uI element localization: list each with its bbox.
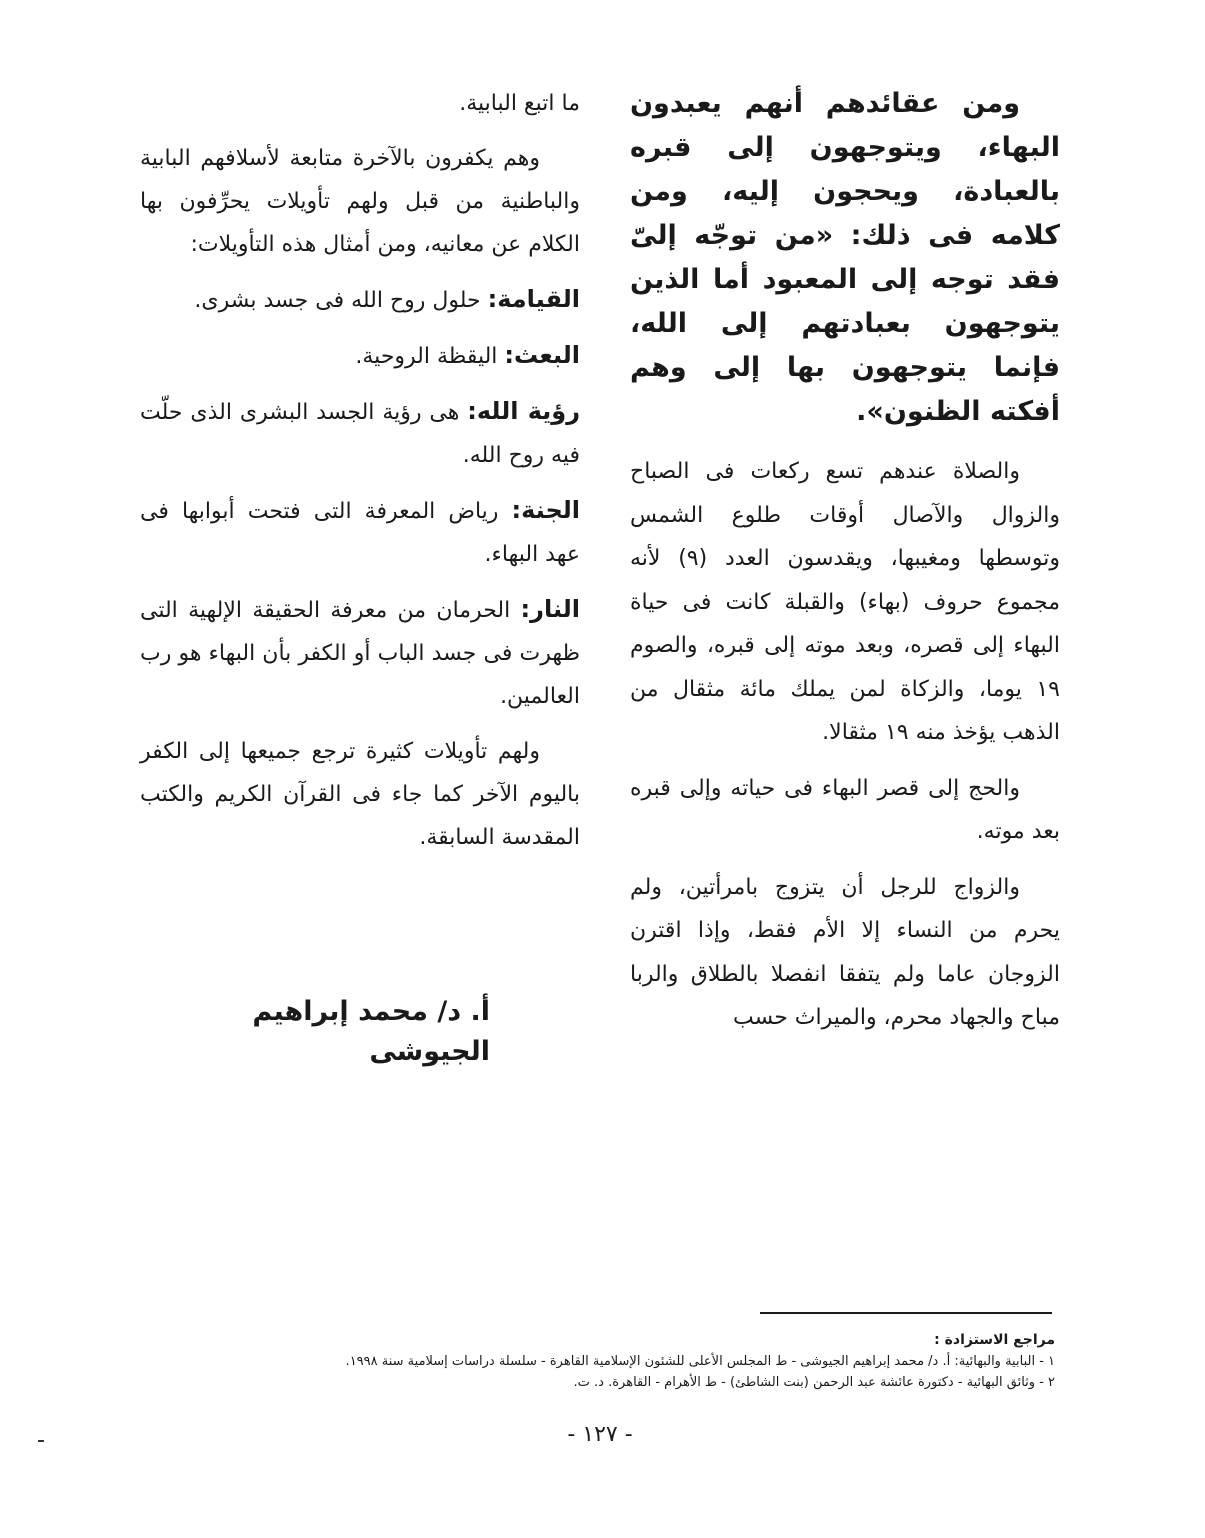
right-column [630, 82, 1060, 1052]
footnote-item: ٢ - وثائق البهائية - دكتورة عائشة عبد الرحمن (بنت الشاطئ) - ط الأهرام - القاهرة. د. ت. [573, 1375, 1055, 1390]
footnotes-title: مراجع الاستزادة : [934, 1332, 1055, 1348]
definition-hell [140, 588, 580, 718]
definition-paradise [140, 489, 580, 576]
definition-term: البعث: [504, 341, 580, 369]
disbelief-paragraph: وهم يكفرون بالآخرة متابعة لأسلافهم البابية والباطنية من قبل ولهم تأويلات يحرِّفون بها الكلام عن معانيه، ومن أمثال هذه التأويلات: [140, 146, 580, 257]
author-signature: أ. د/ محمد إبراهيم الجيوشى [252, 996, 490, 1067]
definition-term: رؤية الله: [467, 397, 581, 425]
hajj-paragraph: والحج إلى قصر البهاء فى حياته وإلى قبره بعد موته. [630, 775, 1060, 844]
definition-text: هى رؤية الجسد البشرى الذى حلّت فيه روح الله. [140, 400, 580, 468]
page-number: - ١٢٧ - [567, 1422, 633, 1447]
scan-mark [38, 1440, 44, 1442]
definition-text: رياض المعرفة التى فتحت أبوابها فى عهد البهاء. [140, 499, 580, 567]
definition-term: القيامة: [487, 285, 580, 313]
continuation-line: ما اتبع البابية. [459, 91, 580, 116]
definition-text: حلول روح الله فى جسد بشرى. [194, 288, 488, 313]
marriage-paragraph: والزواج للرجل أن يتزوج بامرأتين، ولم يحرم من النساء إلا الأم فقط، وإذا اقترن الزوجان عاما ولم يتفقا انفصلا بالطلاق والربا مباح والجهاد محرم، والميراث حسب [630, 874, 1060, 1030]
beliefs-paragraph: ومن عقائدهم أنهم يعبدون البهاء، ويتوجهون إلى قبره بالعبادة، ويحجون إليه، ومن كلامه فى ذلك: «من توجّه إلىّ فقد توجه إلى المعبود أما الذين يتوجهون بعبادتهم إلى الله، فإنما يتوجهون بها إلى وهم أفكته الظنون». [630, 88, 1060, 427]
definition-revival [140, 334, 580, 378]
footnote-divider [760, 1312, 1052, 1314]
definition-text: الحرمان من معرفة الحقيقة الإلهية التى ظهرت فى جسد الباب أو الكفر بأن البهاء هو رب العالمين. [140, 598, 580, 709]
definition-text: اليقظة الروحية. [355, 344, 505, 369]
definition-term: النار: [520, 595, 580, 623]
footnote-item: ١ - البابية والبهائية: أ. د/ محمد إبراهيم الجيوشى - ط المجلس الأعلى للشئون الإسلامية القاهرة - سلسلة دراسات إسلامية سنة ١٩٩٨. [345, 1354, 1055, 1369]
prayer-paragraph: والصلاة عندهم تسع ركعات فى الصباح والزوال والآصال أوقات طلوع الشمس وتوسطها ومغيبها، ويقدسون العدد (٩) لأنه مجموع حروف (بهاء) والقبلة كانت فى حياة البهاء إلى قصره، وبعد موته إلى قبره، والصوم ١٩ يوما، والزكاة لمن يملك مائة مثقال من الذهب يؤخذ منه ١٩ مثقالا. [630, 459, 1061, 745]
footnotes [190, 1330, 1055, 1393]
interpretations-paragraph: ولهم تأويلات كثيرة ترجع جميعها إلى الكفر باليوم الآخر كما جاء فى القرآن الكريم والكتب المقدسة السابقة. [140, 739, 580, 850]
left-column [140, 82, 580, 871]
definition-term: الجنة: [511, 496, 580, 524]
definition-seeing-god [140, 390, 580, 477]
definition-resurrection [140, 278, 580, 322]
